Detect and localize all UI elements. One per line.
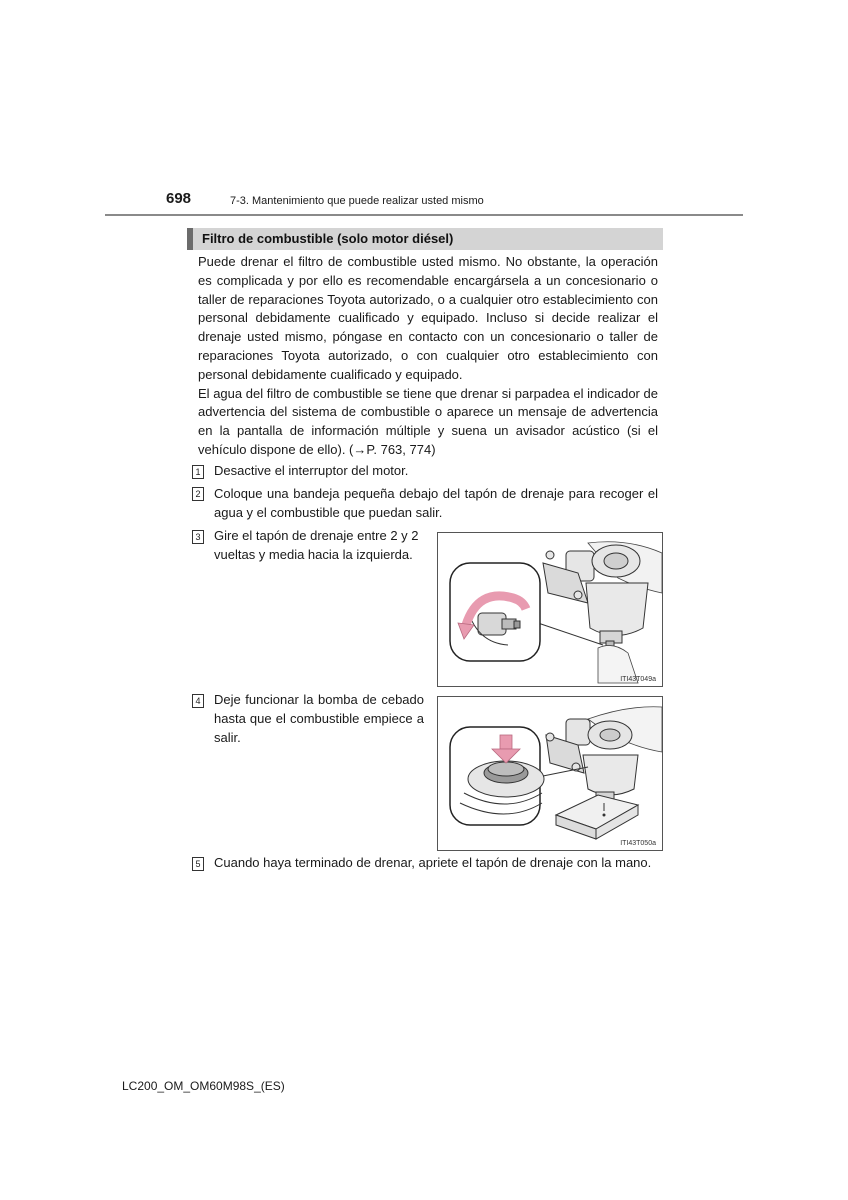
step-3-text: Gire el tapón de drenaje entre 2 y 2 vueltas y media hacia la izquierda. xyxy=(214,528,419,562)
step-5-number: 5 xyxy=(192,857,204,871)
step-5-text: Cuando haya terminado de drenar, apriete el tapón de drenaje con la mano. xyxy=(214,855,652,870)
step-4-number: 4 xyxy=(192,694,204,708)
drain-plug-illustration xyxy=(438,533,664,688)
header-divider xyxy=(105,214,743,216)
step-4-text: Deje funcionar la bomba de cebado hasta que el combustible empiece a salir. xyxy=(214,692,424,745)
section-heading: Filtro de combustible (solo motor diésel) xyxy=(202,231,454,246)
figure-1-code: ITI43T049a xyxy=(620,676,656,683)
step-2-number: 2 xyxy=(192,487,204,501)
section-heading-bar xyxy=(187,228,663,250)
figure-2-code: ITI43T050a xyxy=(620,840,656,847)
step-3-number: 3 xyxy=(192,530,204,544)
intro-text xyxy=(198,253,658,460)
section-title: 7-3. Mantenimiento que puede realizar usted mismo xyxy=(230,195,484,207)
priming-pump-illustration xyxy=(438,697,664,852)
page-number: 698 xyxy=(166,190,192,207)
intro-paragraph-1: Puede drenar el filtro de combustible usted mismo. No obstante, la operación es complicada y por ello es recomendable encargársela a un concesionario o taller de reparaciones Toyota autorizado, o a cualquier otro establecimiento con personal debidamente cualificado y equipado. Incluso si decide realizar el drenaje usted mismo, póngase en contacto con un concesionario o taller de reparaciones Toyota autorizado, o con cualquier otro establecimiento con personal debidamente cualificado y equipado. xyxy=(198,254,658,382)
intro-paragraph-2: El agua del filtro de combustible se tiene que drenar si parpadea el indicador de advertencia del sistema de combustible o aparece un mensaje de advertencia en la pantalla de información múltiple y suena un avisador acústico (si el vehículo dispone de ello). (→P. 763, 774) xyxy=(198,385,658,457)
figure-priming-pump xyxy=(437,696,663,851)
step-2-text: Coloque una bandeja pequeña debajo del tapón de drenaje para recoger el agua y el combustible que puedan salir. xyxy=(214,486,658,520)
figure-drain-plug xyxy=(437,532,663,687)
step-1-text: Desactive el interruptor del motor. xyxy=(214,463,409,478)
step-1-number: 1 xyxy=(192,465,204,479)
footer-code: LC200_OM_OM60M98S_(ES) xyxy=(122,1079,285,1093)
